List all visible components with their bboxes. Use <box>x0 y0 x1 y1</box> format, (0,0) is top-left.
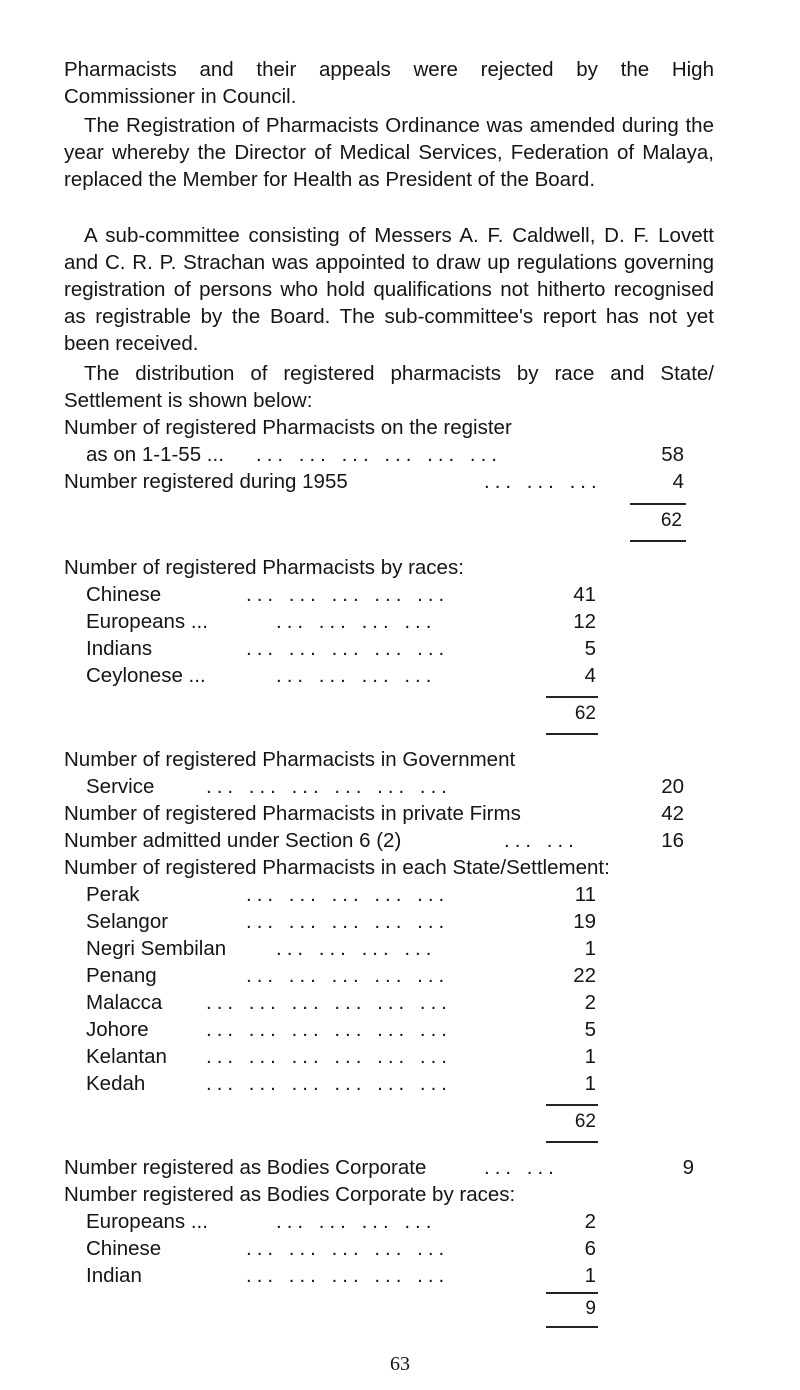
gov-line-1 <box>64 746 704 773</box>
state-value: 1 <box>584 1072 596 1095</box>
leader-dots: ... ... ... ... ... <box>246 1237 450 1260</box>
register-during-value: 4 <box>672 470 684 493</box>
races-row <box>86 635 596 662</box>
state-value: 2 <box>584 991 596 1014</box>
section-value: 16 <box>661 829 684 852</box>
total-rule <box>630 503 686 505</box>
register-label-2: as on 1-1-55 ... <box>86 443 224 466</box>
total-rule <box>546 1292 598 1294</box>
race-value: 4 <box>584 664 596 687</box>
state-value: 5 <box>584 1018 596 1041</box>
state-row <box>86 1016 596 1043</box>
state-row <box>86 1070 596 1097</box>
register-total: 62 <box>660 510 682 531</box>
race-value: 12 <box>573 610 596 633</box>
state-value: 22 <box>573 964 596 987</box>
total-rule <box>546 1104 598 1106</box>
state-row <box>86 962 596 989</box>
races-heading-line <box>64 554 704 581</box>
register-during-line <box>64 468 684 495</box>
leader-dots: ... ... ... ... ... ... <box>206 1018 452 1041</box>
corporate-race-value: 2 <box>584 1210 596 1233</box>
gov-value: 20 <box>661 775 684 798</box>
paragraph-distribution: The distribution of registered pharmacists by race and State/ Settlement is shown below: <box>64 362 714 412</box>
register-label-1: Number of registered Pharmacists on the register <box>64 416 512 439</box>
leader-dots: ... ... ... ... ... <box>246 583 450 606</box>
races-row <box>86 608 596 635</box>
leader-dots: ... ... ... ... ... ... <box>206 1072 452 1095</box>
leader-dots: ... ... ... ... ... <box>246 910 450 933</box>
corporate-races-heading: Number registered as Bodies Corporate by races: <box>64 1183 516 1206</box>
leader-dots: ... ... <box>504 829 579 852</box>
corporate-row <box>86 1262 596 1289</box>
state-label: Negri Sembilan <box>86 937 227 960</box>
races-total: 62 <box>574 703 596 724</box>
state-value: 1 <box>584 1045 596 1068</box>
register-value: 58 <box>661 443 684 466</box>
leader-dots: ... ... ... ... <box>276 937 437 960</box>
leader-dots: ... ... <box>484 1156 559 1179</box>
paragraph-sub-committee: A sub-committee consisting of Messers A. F. Caldwell, D. F. Lovett and C. R. P. Strachan was appointed to draw up regulations governing registration of persons who hold qualifications not hitherto recognised as registrable by the Board. The sub-committee's report has not yet been received. <box>64 224 714 355</box>
private-label: Number of registered Pharmacists in private Firms <box>64 802 521 825</box>
leader-dots: ... ... ... ... <box>276 1210 437 1233</box>
section-line <box>64 827 684 854</box>
state-value: 19 <box>573 910 596 933</box>
state-row <box>86 989 596 1016</box>
race-label: Indians <box>86 637 153 660</box>
leader-dots: ... ... ... ... <box>276 664 437 687</box>
register-line-1 <box>64 414 704 441</box>
total-rule <box>546 733 598 735</box>
race-label: Europeans ... <box>86 610 208 633</box>
corporate-row <box>86 1235 596 1262</box>
race-label: Ceylonese ... <box>86 664 206 687</box>
leader-dots: ... ... ... ... ... <box>246 1264 450 1287</box>
state-value: 1 <box>584 937 596 960</box>
state-heading-line <box>64 854 724 881</box>
state-label: Kelantan <box>86 1045 167 1068</box>
leader-dots: ... ... ... ... ... ... <box>206 775 452 798</box>
corporate-row <box>86 1208 596 1235</box>
leader-dots: ... ... ... ... ... <box>246 883 450 906</box>
race-value: 5 <box>584 637 596 660</box>
total-rule <box>630 540 686 542</box>
leader-dots: ... ... ... ... <box>276 610 437 633</box>
race-label: Chinese <box>86 583 162 606</box>
leader-dots: ... ... ... ... ... ... <box>206 1045 452 1068</box>
total-rule <box>546 1326 598 1328</box>
state-total: 62 <box>574 1111 596 1132</box>
corporate-value: 9 <box>682 1156 694 1179</box>
corporate-race-label: Europeans ... <box>86 1210 208 1233</box>
state-label: Selangor <box>86 910 169 933</box>
private-value: 42 <box>661 802 684 825</box>
corporate-race-label: Indian <box>86 1264 142 1287</box>
section-label: Number admitted under Section 6 (2) <box>64 829 402 852</box>
paragraph-ordinance: The Registration of Pharmacists Ordinance was amended during the year whereby the Director of Medical Services, Federation of Malaya, replaced the Member for Health as President of the Board. <box>64 114 714 191</box>
corporate-race-value: 1 <box>584 1264 596 1287</box>
private-line <box>64 800 684 827</box>
state-row <box>86 1043 596 1070</box>
corporate-total: 9 <box>585 1298 596 1319</box>
page-number: 63 <box>390 1353 410 1375</box>
state-label: Johore <box>86 1018 149 1041</box>
state-row <box>86 881 596 908</box>
gov-label-1: Number of registered Pharmacists in Government <box>64 748 516 771</box>
state-row <box>86 908 596 935</box>
leader-dots: ... ... ... <box>484 470 602 493</box>
state-label: Kedah <box>86 1072 146 1095</box>
state-value: 11 <box>574 883 596 906</box>
races-row <box>86 662 596 689</box>
gov-label-2: Service <box>86 775 155 798</box>
races-heading: Number of registered Pharmacists by races: <box>64 556 464 579</box>
corporate-race-label: Chinese <box>86 1237 162 1260</box>
paragraph-appeals: Pharmacists and their appeals were rejected by the High Commissioner in Council. <box>64 58 714 108</box>
leader-dots: ... ... ... ... ... <box>246 964 450 987</box>
corporate-label: Number registered as Bodies Corporate <box>64 1156 427 1179</box>
leader-dots: ... ... ... ... ... <box>246 637 450 660</box>
race-value: 41 <box>573 583 596 606</box>
state-label: Malacca <box>86 991 163 1014</box>
state-label: Perak <box>86 883 140 906</box>
corporate-race-value: 6 <box>584 1237 596 1260</box>
total-rule <box>546 1141 598 1143</box>
corporate-races-line <box>64 1181 704 1208</box>
leader-dots: ... ... ... ... ... ... <box>256 443 502 466</box>
state-heading: Number of registered Pharmacists in each State/Settlement: <box>64 856 610 879</box>
total-rule <box>546 696 598 698</box>
register-line-2 <box>86 441 684 468</box>
corporate-line <box>64 1154 694 1181</box>
state-row <box>86 935 596 962</box>
races-row <box>86 581 596 608</box>
state-label: Penang <box>86 964 157 987</box>
gov-line-2 <box>86 773 684 800</box>
leader-dots: ... ... ... ... ... ... <box>206 991 452 1014</box>
register-during-label: Number registered during 1955 <box>64 470 348 493</box>
